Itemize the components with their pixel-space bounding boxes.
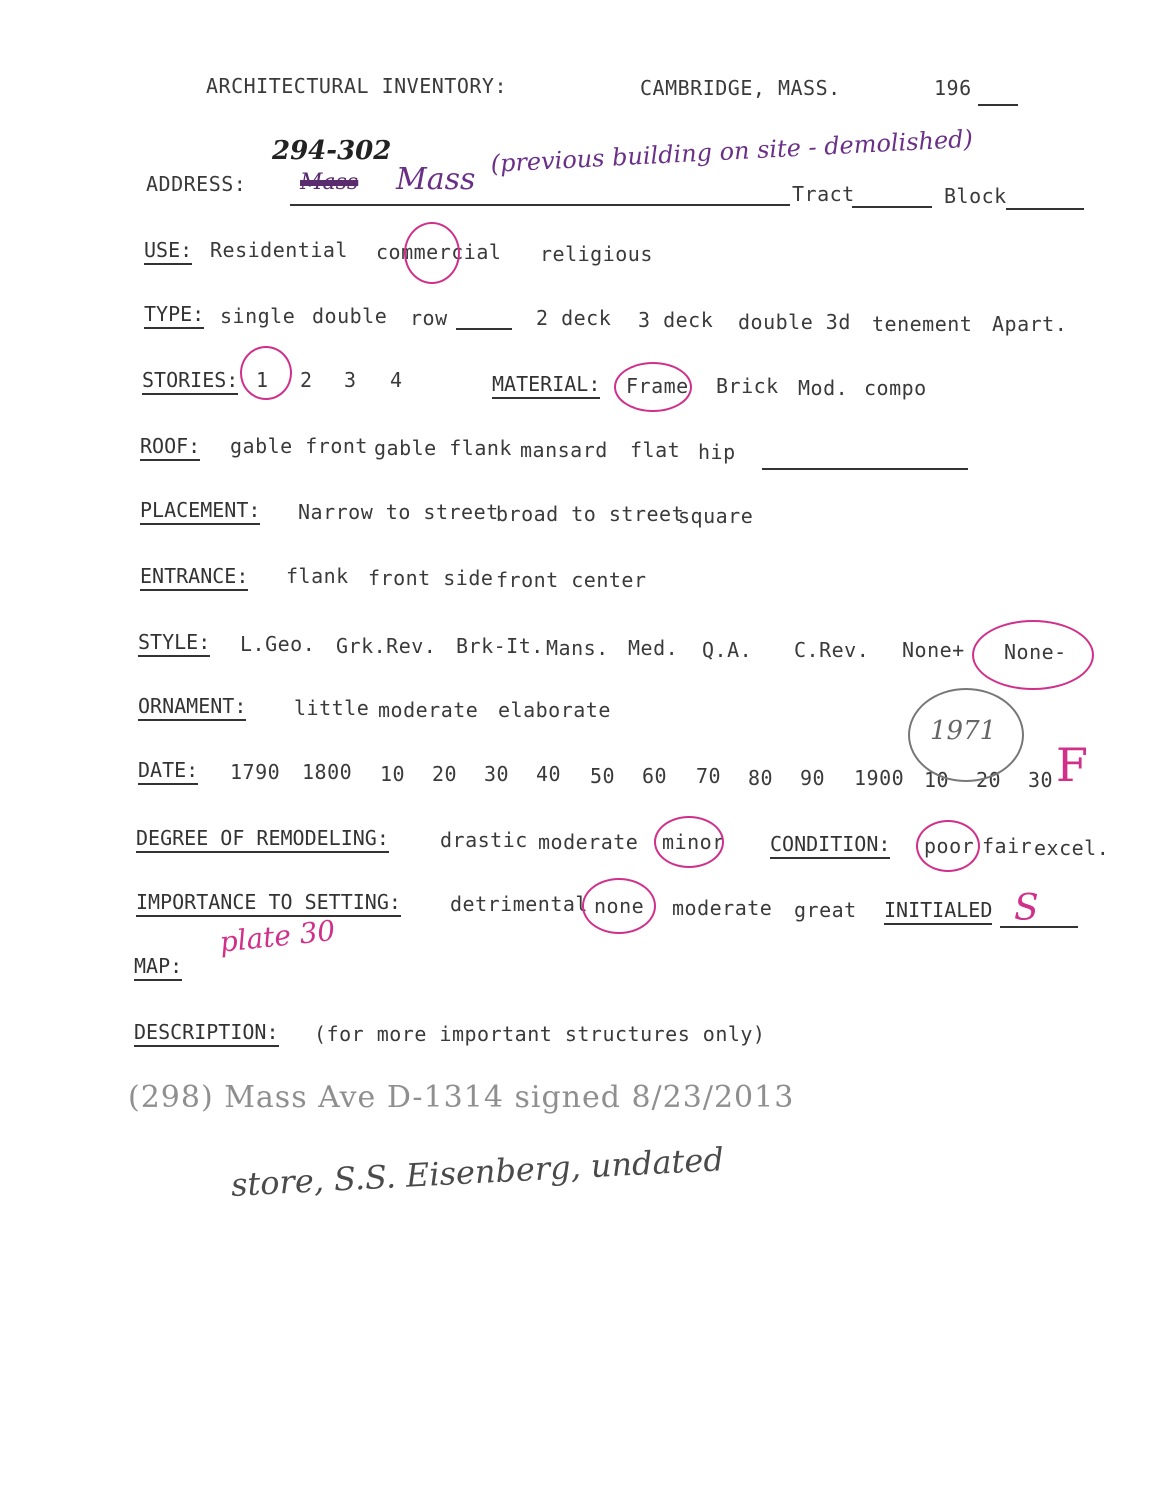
block-label: Block [944,184,1007,208]
remodeling-drastic: drastic [440,828,528,852]
placement-broad: broad to street [496,502,685,526]
address-number: 294-302 [272,136,392,166]
type-double-3d: double 3d [738,310,851,334]
type-apartment: Apart. [992,312,1068,336]
initialed-value: S [1014,888,1039,929]
date-1800: 1800 [302,760,353,784]
address-struck-word: Mass [300,170,359,195]
initialed-label: INITIALED [884,898,992,925]
style-grkrev: Grk.Rev. [336,634,437,658]
style-mans: Mans. [546,636,609,660]
date-50: 50 [590,764,616,788]
roof-gable-front: gable front [230,434,368,458]
map-label: MAP: [134,954,182,981]
style-qa: Q.A. [702,638,753,662]
style-lgeo: L.Geo. [240,632,316,656]
importance-none: none [594,894,645,918]
style-none-plus: None+ [902,638,965,662]
remodeling-minor: minor [662,830,725,854]
roof-gable-flank: gable flank [374,436,512,460]
date-label: DATE: [138,758,198,785]
roof-label: ROOF: [140,434,200,461]
date-40: 40 [536,762,562,786]
tract-label: Tract [792,182,855,206]
year-blank [978,104,1018,106]
ornament-elaborate: elaborate [498,698,611,722]
tract-blank [852,206,932,208]
use-commercial: commercial [376,240,502,264]
date-20: 20 [432,762,458,786]
material-brick: Brick [716,374,779,398]
stories-2: 2 [300,368,313,392]
form-title: ARCHITECTURAL INVENTORY: [206,74,507,98]
date-90: 90 [800,766,826,790]
date-70: 70 [696,764,722,788]
placement-label: PLACEMENT: [140,498,260,525]
entrance-label: ENTRANCE: [140,564,248,591]
use-residential: Residential [210,238,348,262]
type-label: TYPE: [144,302,204,329]
importance-moderate: moderate [672,896,773,920]
use-commercial-circle [404,222,460,284]
ornament-label: ORNAMENT: [138,694,246,721]
address-line [290,204,790,206]
form-city: CAMBRIDGE, MASS. [640,76,841,100]
date-handwritten: 1971 [930,716,997,746]
date-1930: 30 [1028,768,1054,792]
stories-3: 3 [344,368,357,392]
condition-label: CONDITION: [770,832,890,859]
date-1900: 1900 [854,766,905,790]
material-label: MATERIAL: [492,372,600,399]
material-frame-circle [614,362,692,412]
roof-blank [762,468,968,470]
type-row-blank [456,328,512,330]
importance-label: IMPORTANCE TO SETTING: [136,890,401,917]
roof-flat: flat [630,438,681,462]
description-line1: (298) Mass Ave D-1314 signed 8/23/2013 [128,1080,795,1115]
date-1920: 20 [976,768,1002,792]
address-street: Mass [396,162,476,197]
date-1910: 10 [924,768,950,792]
remodeling-moderate: moderate [538,830,639,854]
type-3deck: 3 deck [638,308,714,332]
roof-mansard: mansard [520,438,608,462]
date-80: 80 [748,766,774,790]
date-mark: F [1056,738,1088,792]
use-religious: religious [540,242,653,266]
stories-label: STORIES: [142,368,238,395]
type-tenement: tenement [872,312,973,336]
remodeling-minor-circle [654,816,724,868]
use-label: USE: [144,238,192,265]
material-compo: compo [864,376,927,400]
style-none-minus-circle [972,620,1094,690]
style-brkit: Brk-It. [456,634,544,658]
ornament-moderate: moderate [378,698,479,722]
style-med: Med. [628,636,679,660]
style-label: STYLE: [138,630,210,657]
date-10: 10 [380,762,406,786]
type-2deck: 2 deck [536,306,612,330]
entrance-flank: flank [286,564,349,588]
style-crev: C.Rev. [794,638,870,662]
ornament-little: little [294,696,370,720]
entrance-front-side: front side [368,566,494,590]
type-double: double [312,304,388,328]
description-note: (for more important structures only) [314,1022,766,1046]
initialed-blank [1000,926,1078,928]
roof-hip: hip [698,440,736,464]
material-frame: Frame [626,374,689,398]
description-label: DESCRIPTION: [134,1020,279,1047]
date-60: 60 [642,764,668,788]
placement-square: square [678,504,754,528]
address-note: (previous building on site - demolished) [490,124,974,178]
stories-1: 1 [256,368,269,392]
condition-poor: poor [924,834,975,858]
date-30: 30 [484,762,510,786]
description-line2: store, S.S. Eisenberg, undated [230,1140,725,1204]
importance-detrimental: detrimental [450,892,588,916]
map-value: plate 30 [218,913,337,959]
condition-poor-circle [916,820,980,872]
material-mod: Mod. [798,376,849,400]
type-row: row [410,306,448,330]
form-year-prefix: 196 [934,76,972,100]
date-1790: 1790 [230,760,281,784]
block-blank [1006,208,1084,210]
type-single: single [220,304,296,328]
style-none-minus: None- [1004,640,1067,664]
stories-4: 4 [390,368,403,392]
address-label: ADDRESS: [146,172,247,196]
importance-great: great [794,898,857,922]
entrance-front-center: front center [496,568,647,592]
placement-narrow: Narrow to street [298,500,499,524]
importance-none-circle [582,878,656,934]
remodeling-label: DEGREE OF REMODELING: [136,826,389,853]
stories-1-circle [240,346,292,400]
condition-excel: excel. [1034,836,1110,860]
condition-fair: fair [982,834,1033,858]
